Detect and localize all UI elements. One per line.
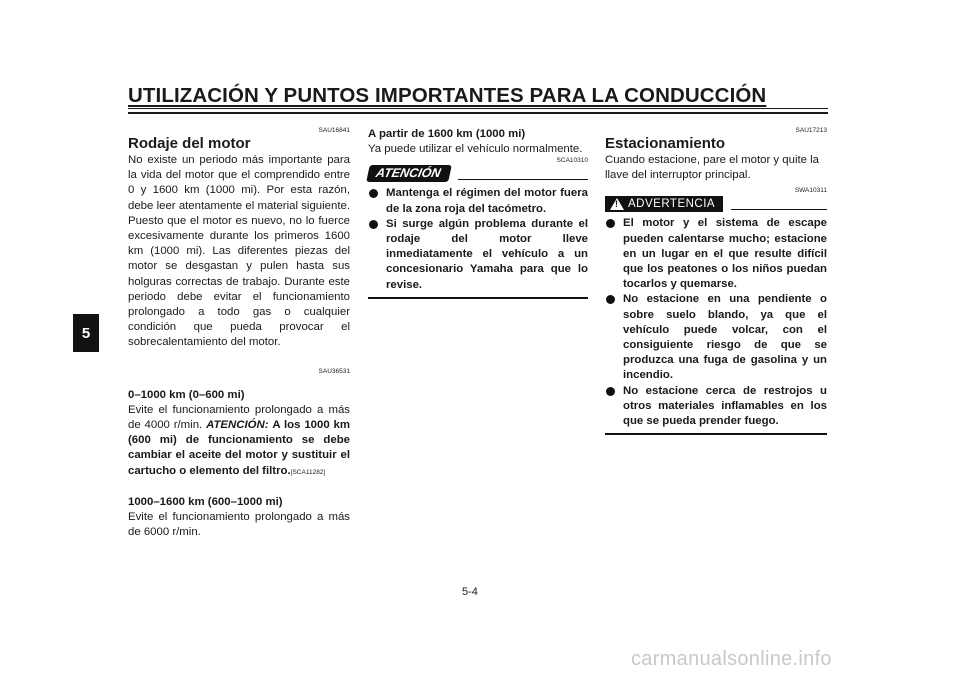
warning-end-rule [605,433,827,435]
warning-list [605,216,827,429]
subsection-paragraph-1600: Ya puede utilizar el vehículo normalmente. [368,143,583,156]
rodaje-intro-paragraph: No existe un periodo más importante para la vida del motor que el comprendido entre 0 y 1600 km (1000 mi). Por esta razón, debe leer atentamente el material siguiente. Puesto que el motor es nuevo, no lo fuerce excesivamente durante los primeros 1600 km (1000 mi). Las diferentes piezas del motor se desgastan y pulen hasta sus holguras correctas de trabajo. Durante este periodo debe evitar el funcionamiento prolongado a todo gas o cualquier condición que pueda provocar el sobrecalentamiento del motor. [128,154,350,349]
column-left [128,127,350,540]
subsection-title-1000-1600: 1000–1600 km (600–1000 mi) [128,495,283,508]
warning-triangle-icon [610,198,624,210]
bullet-icon [369,189,378,198]
chapter-tab: 5 [73,314,99,352]
bullet-icon [606,387,615,396]
column-right [605,127,827,435]
warning-code: SWA10311 [794,187,827,195]
subsection-title-1600: A partir de 1600 km (1000 mi) [368,128,526,140]
subsection-paragraph-0-1000: Evite el funcionamiento prolongado a más de 4000 r/min. ATENCIÓN: A los 1000 km (600 mi) de funcionamiento se debe cambiar el aceite del motor y sustituir el cartucho o elemento del filtro.[SCA11282] [128,403,350,477]
column-middle [368,127,588,299]
caution-code: SCA10310 [556,157,588,165]
caution-header [368,165,588,182]
title-rule-thick [128,112,828,114]
caution-end-rule [368,297,588,299]
warning-label: ! ADVERTENCIA [605,196,723,212]
list-item: No estacione en una pendiente o sobre suelo blando, ya que el vehículo puede volcar, con el consiguiente riesgo de que se produzca una fuga de gasolina y un incendio. [605,292,827,383]
caution-label: ATENCIÓN [366,165,452,182]
subsection-title-0-1000: 0–1000 km (0–600 mi) [128,388,245,401]
section-code: SAU16841 [318,127,350,134]
subsection-paragraph-1000-1600: Evite el funcionamiento prolongado a más de 6000 r/min. [128,511,350,539]
section-heading-rodaje: Rodaje del motor [128,135,251,152]
caution-header-rule [458,179,588,180]
page-title: UTILIZACIÓN Y PUNTOS IMPORTANTES PARA LA CONDUCCIÓN [128,84,767,107]
caution-list [368,186,588,292]
list-item: Mantenga el régimen del motor fuera de la zona roja del tacómetro. [368,186,588,216]
list-item: Si surge algún problema durante el rodaje del motor lleve inmediatamente el vehículo a un concesionario Yamaha para que lo revise. [368,217,588,293]
page-number: 5-4 [462,586,478,598]
bullet-icon [606,219,615,228]
bullet-icon [606,295,615,304]
title-rule-thin [128,108,828,109]
list-item: No estacione cerca de restrojos u otros materiales inflamables en los que se pueda prender fuego. [605,384,827,430]
list-item: El motor y el sistema de escape pueden calentarse mucho; estacione en un lugar en el que resulte difícil que los peatones o los niños puedan tocarlos y quemarse. [605,216,827,292]
watermark: carmanualsonline.info [631,648,832,670]
section-code: SAU17213 [795,127,827,134]
estacionamiento-intro-paragraph: Cuando estacione, pare el motor y quite la llave del interruptor principal. [605,154,820,182]
section-code: SAU36531 [318,367,350,375]
warning-header-rule [731,209,827,210]
bullet-icon [369,220,378,229]
warning-header [605,196,827,212]
section-heading-estacionamiento: Estacionamiento [605,135,726,152]
